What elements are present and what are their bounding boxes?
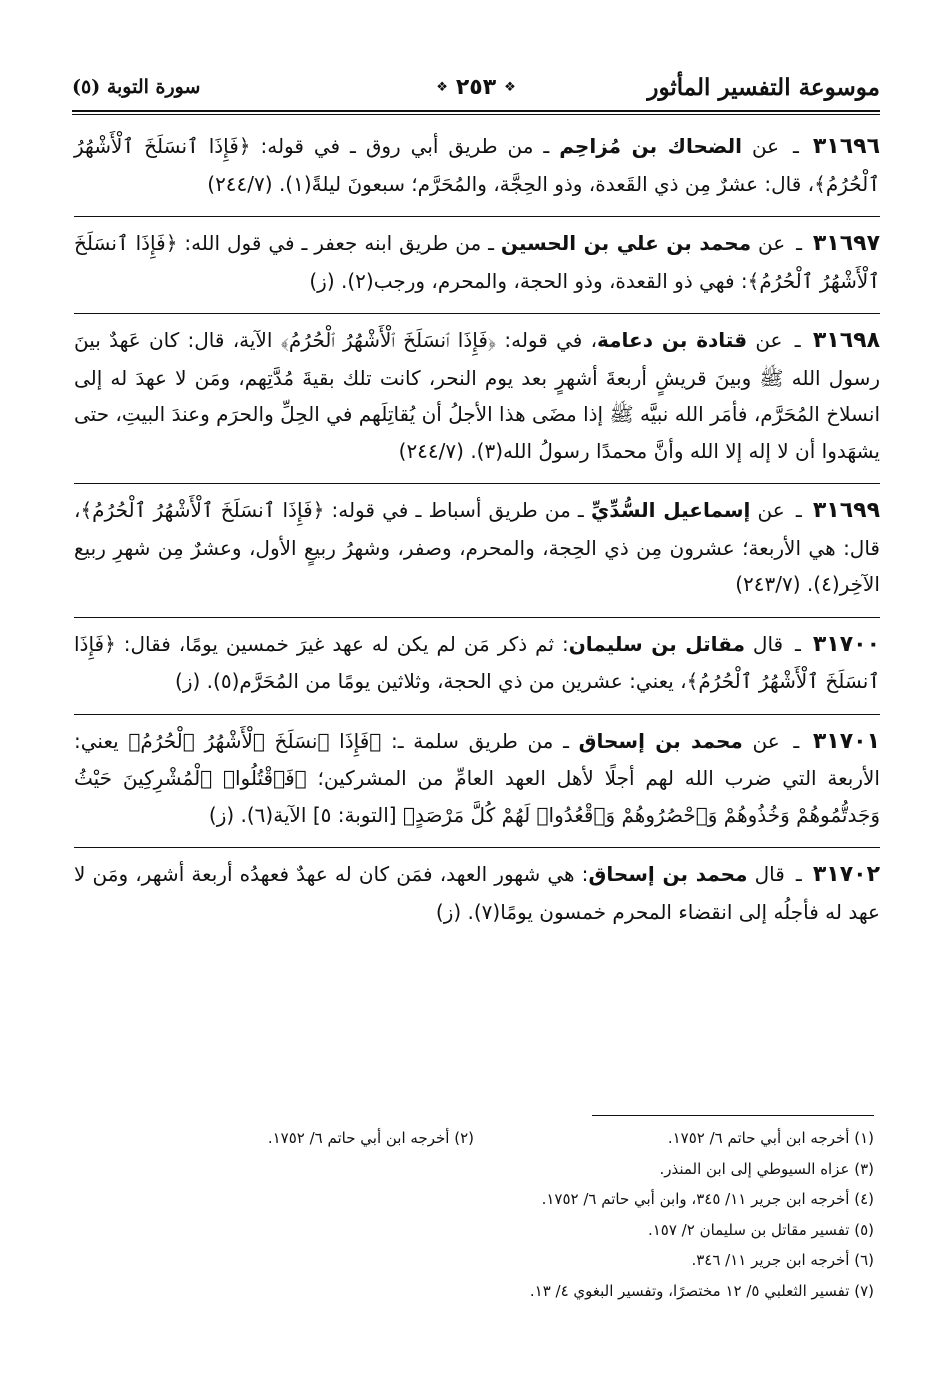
surah-label: سورة التوبة (٥) <box>72 76 201 98</box>
entry-number: ٣١٦٩٩ <box>812 498 880 523</box>
entry-divider <box>74 617 880 618</box>
page-number-block <box>436 75 516 100</box>
entry-number: ٣١٦٩٧ <box>812 231 881 256</box>
entry-text: ـ من طريق ابنه جعفر ـ في قول الله: ﴿فَإِذَا ٱنسَلَخَ ٱلْأَشْهُرُ ٱلْحُرُمُ﴾: فهي ذو القعدة، وذو الحجة، والمحرم، ورجب(٢). (ز) <box>74 231 880 293</box>
entry-text: ـ من طريق أسباط ـ في قوله: ﴿فَإِذَا ٱنسَلَخَ ٱلْأَشْهُرُ ٱلْحُرُمُ﴾، قال: هي الأربعة؛ عشرون مِن ذي الحِجة، والمحرم، وصفر، وشهرُ ربيعٍ الأول، وعشرٌ مِن شهرِ ربيع الآخِر(٤). (٢٤٣/٧) <box>74 498 880 596</box>
footnotes <box>74 1123 874 1306</box>
entry-intro: عن <box>752 728 780 753</box>
entry-intro: قال <box>754 862 785 886</box>
entry-text: ـ من طريق سلمة ـ: ﴿فَإِذَا ٱنسَلَخَ ٱلْأَشْهُرُ ٱلْحُرُمُ﴾ يعني: الأربعة التي ضرب الله لهم أجلًا لأهل العهد العامِّ من المشركين؛ ﴿فَٱقْتُلُوا۟ ٱلْمُشْرِكِينَ حَيْثُ وَجَدتُّمُوهُمْ وَخُذُوهُمْ وَٱحْصُرُوهُمْ وَٱقْعُدُوا۟ لَهُمْ كُلَّ مَرْصَدٍ﴾ [التوبة: ٥] الآية(٦). (ز) <box>74 728 880 827</box>
entry-divider <box>74 313 880 314</box>
entry-intro: عن <box>751 134 780 158</box>
footnote-row <box>74 1123 874 1154</box>
entry-intro: قال <box>752 631 784 656</box>
narrator-name: قتادة بن دعامة <box>597 328 748 352</box>
book-title: موسوعة التفسير المأثور <box>647 73 880 101</box>
header-rule <box>72 110 880 112</box>
entry-intro: عن <box>757 498 785 522</box>
entry: ٣١٧٠٢ ـ قال محمد بن إسحاق: هي شهور العهد، فمَن كان له عهدٌ فعهدُه أربعة أشهر، ومَن لا عهد له فأجلُه إلى انقضاء المحرم خمسون يومًا(٧). (ز) <box>74 862 881 924</box>
narrator-name: محمد بن علي بن الحسين <box>500 231 752 255</box>
footnote: (٥) تفسير مقاتل بن سليمان ٢/ ١٥٧. <box>647 1220 874 1239</box>
entry-number: ٣١٧٠٠ <box>812 631 880 657</box>
running-header <box>72 66 880 108</box>
entry-text: : ثم ذكر مَن لم يكن له عهد غيرَ خمسين يومًا، فقال: ﴿فَإِذَا ٱنسَلَخَ ٱلْأَشْهُرُ ٱلْحُرُمُ﴾، يعني: عشرين من ذي الحجة، وثلاثين يومًا من المُحَرَّم(٥). (ز) <box>74 631 880 693</box>
entry-text: : هي شهور العهد، فمَن كان له عهدٌ فعهدُه أربعة أشهر، ومَن لا عهد له فأجلُه إلى انقضاء المحرم خمسون يومًا(٧). (ز) <box>74 862 880 924</box>
footnote-rule <box>592 1115 874 1116</box>
entry-number: ٣١٦٩٨ <box>812 328 880 353</box>
entry: ٣١٦٩٨ ـ عن قتادة بن دعامة، في قوله: ﴿فَإِذَا ٱنسَلَخَ ٱلْأَشْهُرُ ٱلْحُرُمُ﴾ الآية، قال: كان عَهدٌ بينَ رسول الله ﷺ وبينَ قريشٍ أربعةَ أشهرٍ بعد يوم النحر، كانت تلك بقيةَ مُدَّتِهم، ومَن لا عهدَ له إلى انسلاخ المُحَرَّم، فأمَر الله نبيَّه ﷺ إذا مضَى هذا الأجلُ أن يُقاتِلَهم في الحِلِّ والحرَم وعندَ البيتِ، حتى يشهَدوا أن لا إله إلا الله وأنَّ محمدًا رسولُ الله(٣). (٢٤٤/٧) <box>74 328 880 463</box>
entry-intro: عن <box>755 328 783 352</box>
entry: ٣١٦٩٦ ـ عن الضحاك بن مُزاحِم ـ من طريق أبي روق ـ في قوله: ﴿فَإِذَا ٱنسَلَخَ ٱلْأَشْهُرُ ٱلْحُرُمُ﴾، قال: عشرٌ مِن ذي القَعدة، وذو الحِجَّة، والمُحَرَّم؛ سبعونَ ليلةً(١). (٢٤٤/٧) <box>74 134 881 196</box>
main-text <box>74 128 880 938</box>
header-rule-thin <box>72 114 880 115</box>
footnote: (٧) تفسير الثعلبي ٥/ ١٢ مختصرًا، وتفسير البغوي ٤/ ١٣. <box>529 1281 874 1300</box>
entry-divider <box>74 714 880 715</box>
footnote: (٢) أخرجه ابن أبي حاتم ٦/ ١٧٥٢. <box>267 1129 474 1147</box>
entry-text: ، في قوله: ﴿فَإِذَا ٱنسَلَخَ ٱلْأَشْهُرُ ٱلْحُرُمُ﴾ الآية، قال: كان عَهدٌ بينَ رسول الله ﷺ وبينَ قريشٍ أربعةَ أشهرٍ بعد يوم النحر، كانت تلك بقيةَ مُدَّتِهم، ومَن لا عهدَ له إلى انسلاخ المُحَرَّم، فأمَر الله نبيَّه ﷺ إذا مضَى هذا الأجلُ أن يُقاتِلَهم في الحِلِّ والحرَم وعندَ البيتِ، حتى يشهَدوا أن لا إله إلا الله وأنَّ محمدًا رسولُ الله(٣). (٢٤٤/٧) <box>74 328 880 463</box>
narrator-name: مقاتل بن سليمان <box>568 631 745 656</box>
entry-intro: عن <box>758 231 786 255</box>
ornament-left-icon: ❖ <box>436 79 448 95</box>
page-number: ٢٥٣ <box>455 74 497 100</box>
entry-text: ـ من طريق أبي روق ـ في قوله: ﴿فَإِذَا ٱنسَلَخَ ٱلْأَشْهُرُ ٱلْحُرُمُ﴾، قال: عشرٌ مِن ذي القَعدة، وذو الحِجَّة، والمُحَرَّم؛ سبعونَ ليلةً(١). (٢٤٤/٧) <box>74 134 880 196</box>
entry: ٣١٧٠٠ ـ قال مقاتل بن سليمان: ثم ذكر مَن لم يكن له عهد غيرَ خمسين يومًا، فقال: ﴿فَإِذَا ٱنسَلَخَ ٱلْأَشْهُرُ ٱلْحُرُمُ﴾، يعني: عشرين من ذي الحجة، وثلاثين يومًا من المُحَرَّم(٥). (ز) <box>74 631 880 693</box>
entry: ٣١٧٠١ ـ عن محمد بن إسحاق ـ من طريق سلمة ـ: ﴿فَإِذَا ٱنسَلَخَ ٱلْأَشْهُرُ ٱلْحُرُمُ﴾ يعني: الأربعة التي ضرب الله لهم أجلًا لأهل العهد العامِّ من المشركين؛ ﴿فَٱقْتُلُوا۟ ٱلْمُشْرِكِينَ حَيْثُ وَجَدتُّمُوهُمْ وَخُذُوهُمْ وَٱحْصُرُوهُمْ وَٱقْعُدُوا۟ لَهُمْ كُلَّ مَرْصَدٍ﴾ [التوبة: ٥] الآية(٦). (ز) <box>74 728 881 827</box>
footnote: (٣) عزاه السيوطي إلى ابن المنذر. <box>659 1159 874 1178</box>
footnote: (٤) أخرجه ابن جرير ١١/ ٣٤٥، وابن أبي حاتم ٦/ ١٧٥٢. <box>541 1190 874 1208</box>
entry-divider <box>74 483 880 484</box>
entry-divider <box>74 216 880 217</box>
ornament-right-icon: ❖ <box>504 79 516 95</box>
entry: ٣١٦٩٧ ـ عن محمد بن علي بن الحسين ـ من طريق ابنه جعفر ـ في قول الله: ﴿فَإِذَا ٱنسَلَخَ ٱلْأَشْهُرُ ٱلْحُرُمُ﴾: فهي ذو القعدة، وذو الحجة، والمحرم، ورجب(٢). (ز) <box>74 231 881 293</box>
narrator-name: الضحاك بن مُزاحِم <box>559 134 742 158</box>
entry: ٣١٦٩٩ ـ عن إسماعيل السُّدِّيِّ ـ من طريق أسباط ـ في قوله: ﴿فَإِذَا ٱنسَلَخَ ٱلْأَشْهُرُ ٱلْحُرُمُ﴾، قال: هي الأربعة؛ عشرون مِن ذي الحِجة، والمحرم، وصفر، وشهرُ ربيعٍ الأول، وعشرٌ مِن شهرِ ربيع الآخِر(٤). (٢٤٣/٧) <box>74 498 880 596</box>
footnote: (٦) أخرجه ابن جرير ١١/ ٣٤٦. <box>691 1251 874 1269</box>
footnote: (١) أخرجه ابن أبي حاتم ٦/ ١٧٥٢. <box>667 1129 874 1147</box>
entry-number: ٣١٧٠١ <box>812 728 881 754</box>
entry-divider <box>74 847 880 848</box>
entry-number: ٣١٧٠٢ <box>812 862 881 887</box>
narrator-name: محمد بن إسحاق <box>588 862 748 886</box>
narrator-name: محمد بن إسحاق <box>578 728 743 753</box>
entry-number: ٣١٦٩٦ <box>812 134 881 159</box>
narrator-name: إسماعيل السُّدِّيِّ <box>590 498 751 522</box>
